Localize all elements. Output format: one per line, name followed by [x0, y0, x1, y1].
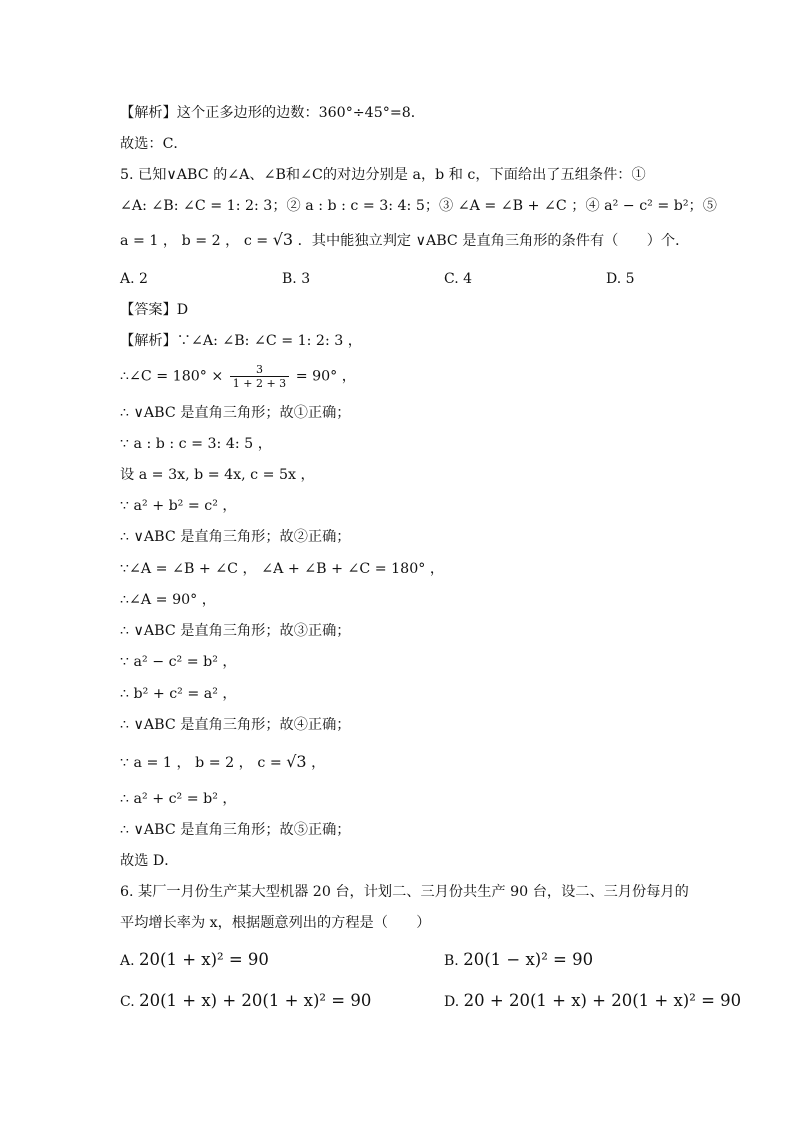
given-values-end: ， [311, 755, 326, 771]
q5-stem-line2: ∠A: ∠B: ∠C = 1: 2: 3；② a : b : c = 3: 4: 5；③ ∠A = ∠B + ∠C ；④ a² − c² = b²；⑤ [120, 198, 717, 214]
solution-step: ∴ ∨ABC 是直角三角形；故②正确； [120, 529, 351, 545]
q5-option-c: C. 4 [444, 271, 473, 287]
q6-option-a [120, 950, 269, 971]
solution-step: ∵∠A = ∠B + ∠C ， ∠A + ∠B + ∠C = 180° ， [120, 561, 445, 577]
q5-stem-line3 [120, 230, 689, 251]
solution-step: ∴ a² + c² = b² ， [120, 791, 237, 807]
fraction-result: = 90° ， [295, 368, 356, 385]
solution-step: ∴ ∨ABC 是直角三角形；故①正确； [120, 405, 351, 421]
fraction-denominator: 1 + 2 + 3 [232, 377, 287, 390]
solution-step-sqrt [120, 752, 325, 773]
q5-option-d: D. 5 [606, 271, 635, 287]
solution-step: ∵ a² − c² = b² ， [120, 654, 237, 670]
option-equation: 20(1 + x)² = 90 [139, 950, 269, 969]
solution-choice: 故选 D． [120, 853, 179, 869]
option-equation: 20 + 20(1 + x) + 20(1 + x)² = 90 [463, 991, 742, 1010]
q5-option-b: B. 3 [282, 271, 311, 287]
solution-step-fraction [120, 363, 356, 390]
option-equation: 20(1 + x) + 20(1 + x)² = 90 [139, 991, 372, 1010]
option-label: C. [120, 994, 135, 1010]
solution-step: ∴ ∨ABC 是直角三角形；故③正确； [120, 623, 351, 639]
fraction-prefix: ∴∠C = 180° × [120, 368, 224, 385]
solution-step: ∴∠A = 90° ， [120, 592, 216, 608]
option-equation: 20(1 − x)² = 90 [463, 950, 594, 969]
q6-stem-line1: 6. 某厂一月份生产某大型机器 20 台，计划二、三月份共生产 90 台，设二、三月份每月的 [120, 884, 689, 900]
q5-question: ．其中能独立判定 ∨ABC 是直角三角形的条件有（ ）个． [297, 233, 690, 249]
sqrt-3: √3 [272, 230, 294, 249]
option-label: D. [444, 994, 460, 1010]
q5-option-a: A. 2 [120, 271, 148, 287]
q5-answer: 【答案】D [120, 302, 189, 318]
solution-step: ∴ ∨ABC 是直角三角形；故⑤正确； [120, 822, 351, 838]
q4-explanation: 【解析】这个正多边形的边数：360°÷45°=8． [120, 105, 425, 121]
q6-option-d [444, 991, 741, 1012]
solution-step: ∴ b² + c² = a² ， [120, 686, 237, 702]
fraction-numerator: 3 [230, 363, 289, 377]
option-label: A. [120, 953, 135, 969]
solution-step: ∴ ∨ABC 是直角三角形；故④正确； [120, 717, 351, 733]
solution-step: ∵ a² + b² = c² ， [120, 498, 237, 514]
q6-stem-line2: 平均增长率为 x，根据题意列出的方程是（ ） [120, 915, 431, 931]
q6-option-b [444, 950, 593, 971]
solution-step: ∵ a : b : c = 3: 4: 5 ， [120, 436, 272, 452]
q4-choice: 故选：C． [120, 136, 188, 152]
solution-step: 设 a = 3x, b = 4x, c = 5x ， [120, 467, 315, 483]
fraction [230, 363, 289, 390]
q6-option-c [120, 991, 371, 1012]
q5-stem-line1: 5. 已知∨ABC 的∠A、∠B和∠C的对边分别是 a，b 和 c，下面给出了五组条件：① [120, 167, 646, 183]
given-values: ∵ a = 1 ， b = 2 ， c = [120, 755, 282, 771]
solution-step: 【解析】∵∠A: ∠B: ∠C = 1: 2: 3 ， [120, 333, 362, 349]
sqrt-3: √3 [286, 752, 307, 771]
q5-condition5: a = 1 ， b = 2 ， c = [120, 233, 269, 249]
option-label: B. [444, 953, 459, 969]
